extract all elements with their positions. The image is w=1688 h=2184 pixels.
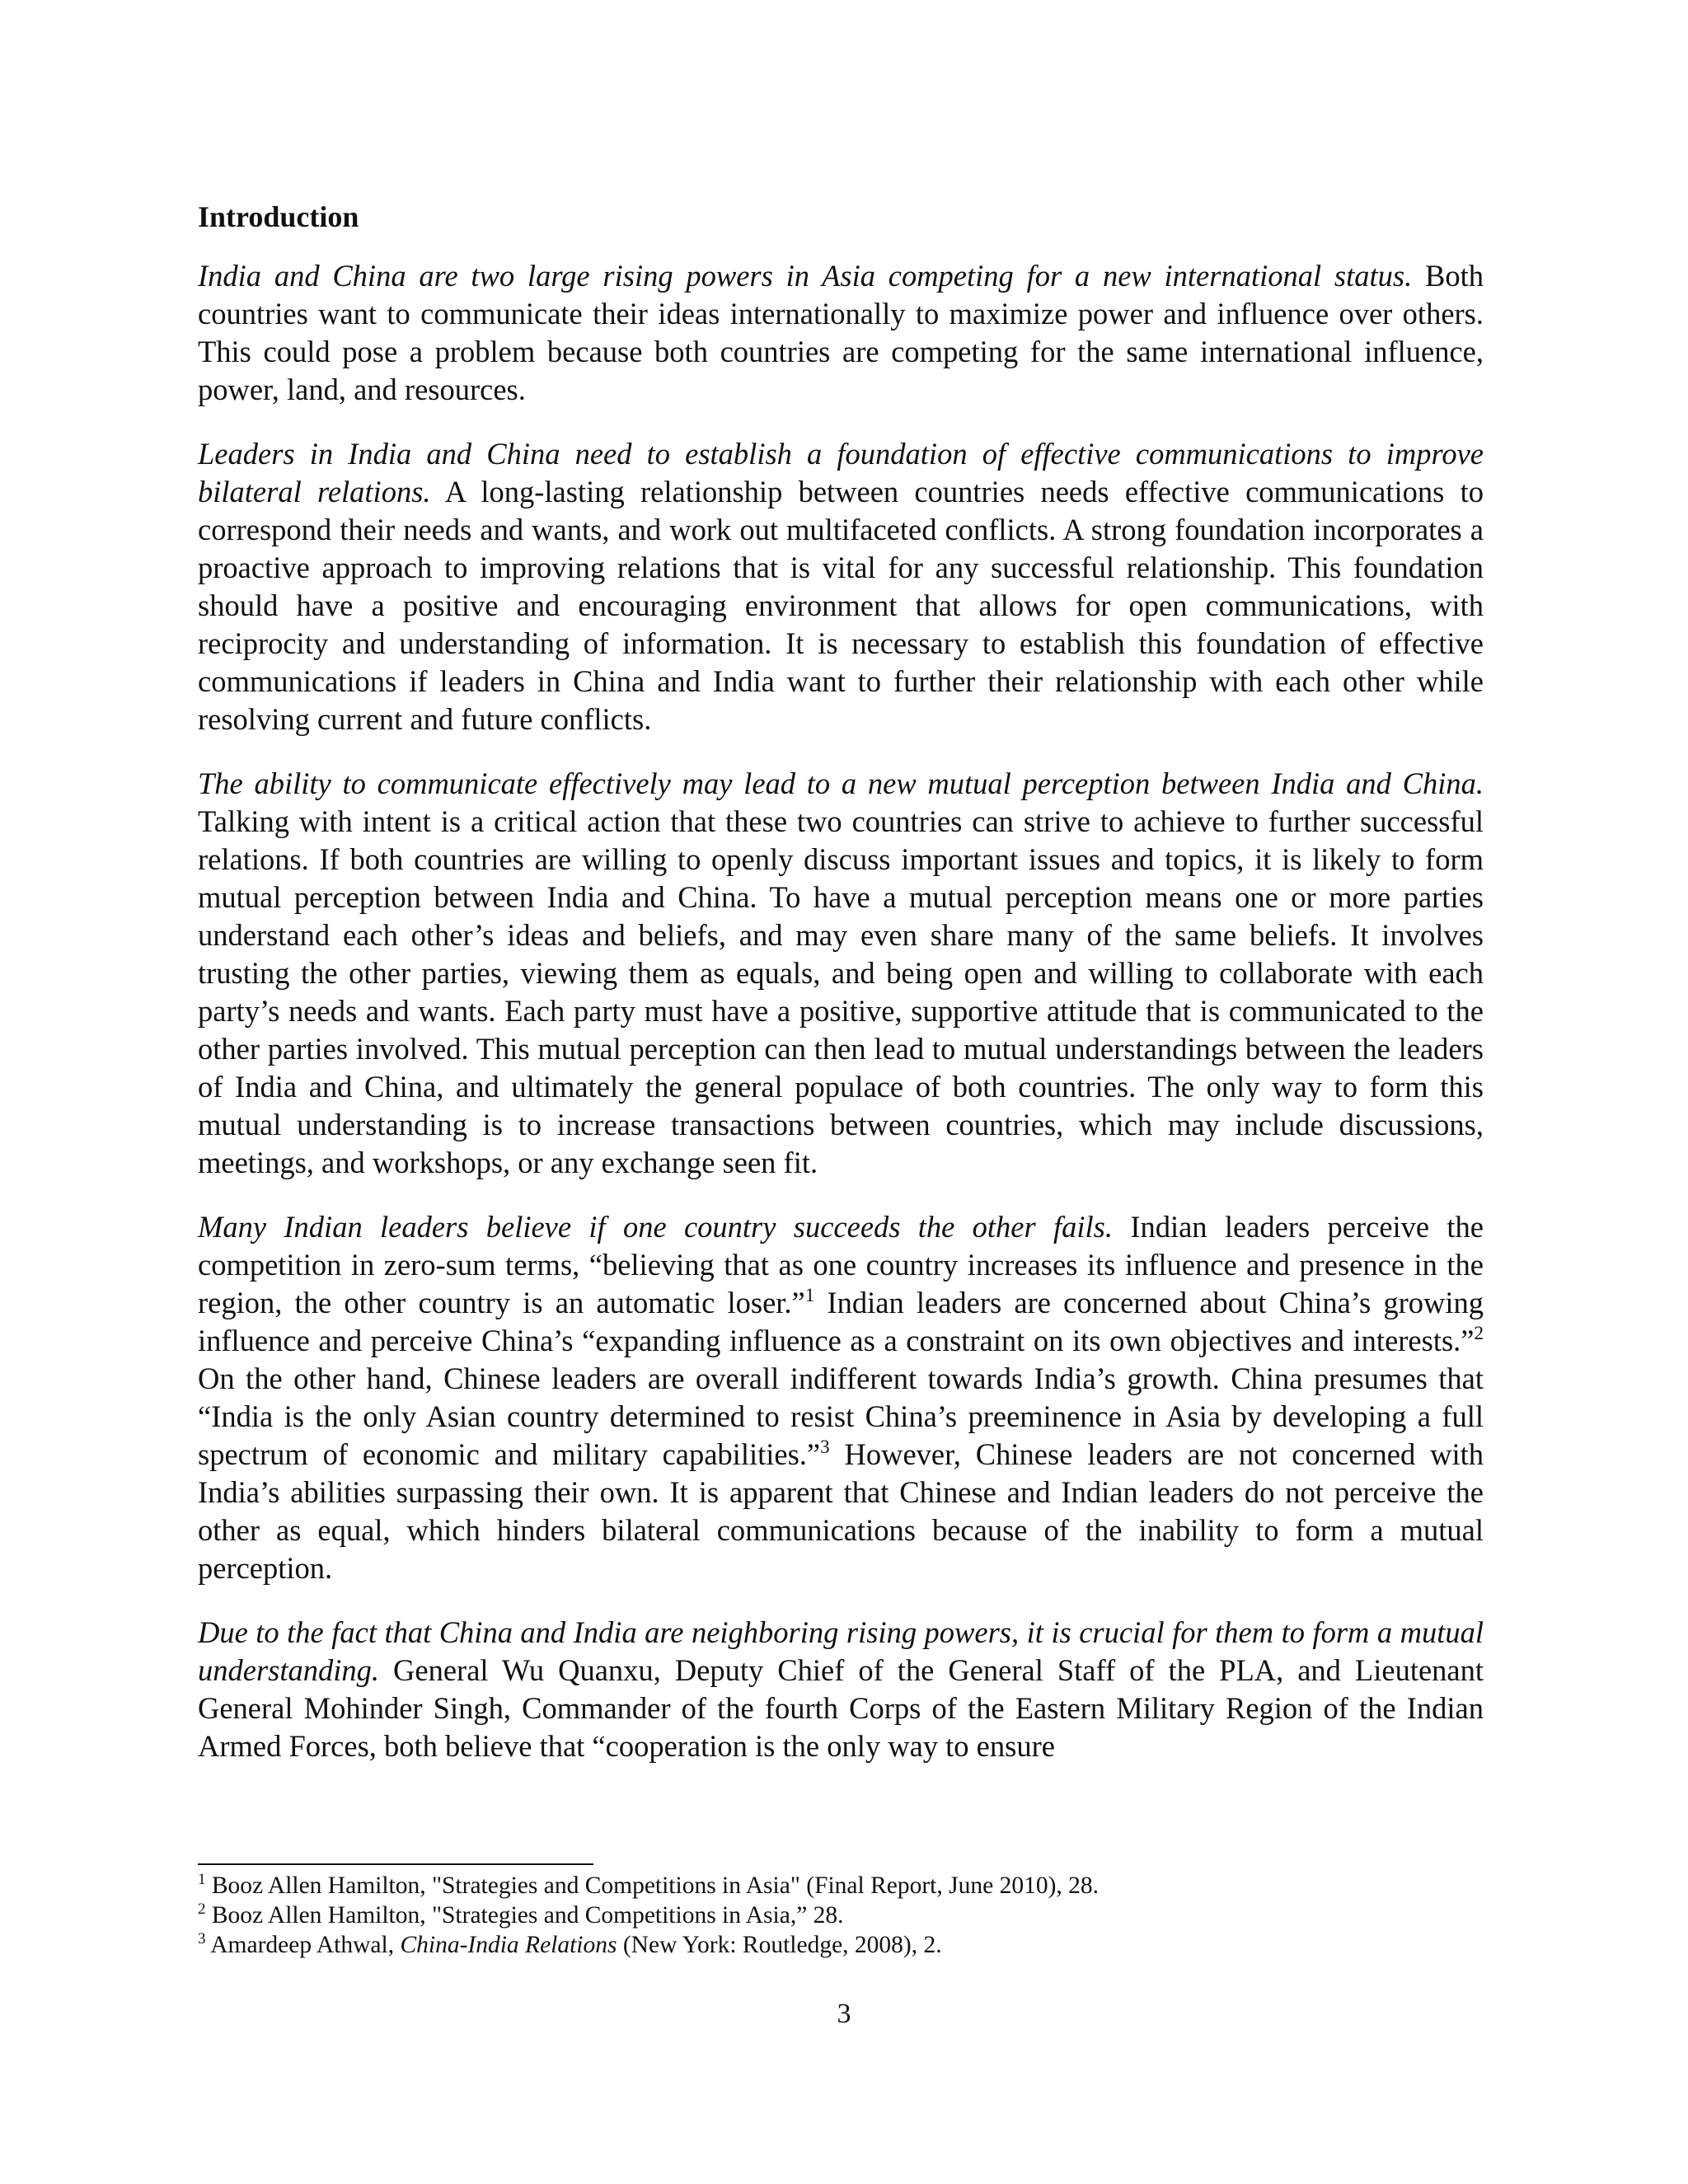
paragraph-text: Both countries want to communicate their ideas internationally to maximize power and influence over others. This could pose a problem because both countries are competing for the same international influence, power, land, and resources. xyxy=(198,259,1484,406)
paragraph-3 xyxy=(198,765,1484,1182)
footnote-ref-2[interactable]: 2 xyxy=(1474,1323,1484,1343)
footnotes xyxy=(198,1871,1484,1960)
paragraph-text: Indian leaders are concerned about China’s growing influence and perceive China’s “expanding influence as a constraint on its own objectives and interests.” xyxy=(198,1286,1484,1357)
footnote-2 xyxy=(198,1900,1484,1930)
paragraph-lead: The ability to communicate effectively may lead to a new mutual perception between India and China. xyxy=(198,766,1484,800)
footnote-3 xyxy=(198,1930,1484,1960)
footnote-text: Amardeep Athwal, xyxy=(205,1932,401,1958)
paragraph-text: General Wu Quanxu, Deputy Chief of the General Staff of the PLA, and Lieutenant General Mohinder Singh, Commander of the fourth Corps of the Eastern Military Region of the Indian Armed Forces, both believe that “cooperation is the only way to ensure xyxy=(198,1653,1484,1763)
paragraph-text: A long-lasting relationship between countries needs effective communications to correspond their needs and wants, and work out multifaceted conflicts. A strong foundation incorporates a proactive approach to improving relations that is vital for any successful relationship. This foundation should have a positive and encouraging environment that allows for open communications, with reciprocity and understanding of information. It is necessary to establish this foundation of effective communications if leaders in China and India want to further their relationship with each other while resolving current and future conflicts. xyxy=(198,475,1484,736)
paragraph-2 xyxy=(198,435,1484,738)
footnote-book-title: China-India Relations xyxy=(400,1932,617,1958)
paragraph-lead: Due to the fact that China and India are neighboring rising powers, it is crucial for them to form a mutual understanding. xyxy=(198,1615,1484,1687)
footnote-number: 2 xyxy=(198,1900,206,1918)
paragraph-4 xyxy=(198,1208,1484,1587)
paragraph-text: However, Chinese leaders are not concerned with India’s abilities surpassing their own. It is apparent that Chinese and Indian leaders do not perceive the other as equal, which hinders bilateral communications because of the inability to form a mutual perception. xyxy=(198,1437,1484,1585)
paragraph-lead: Many Indian leaders believe if one country succeeds the other fails. xyxy=(198,1210,1114,1244)
paragraph-5 xyxy=(198,1614,1484,1765)
paragraph-1 xyxy=(198,257,1484,409)
footnote-ref-1[interactable]: 1 xyxy=(804,1285,815,1305)
paragraph-text: Indian leaders perceive the competition in zero-sum terms, “believing that as one country increases its influence and presence in the region, the other country is an automatic loser.” xyxy=(198,1210,1484,1319)
paragraph-lead: Leaders in India and China need to establish a foundation of effective communications to improve bilateral relations. xyxy=(198,437,1484,509)
section-heading: Introduction xyxy=(198,200,359,233)
footnote-1 xyxy=(198,1871,1484,1900)
paragraph-text: Talking with intent is a critical action that these two countries can strive to achieve to further successful relations. If both countries are willing to openly discuss important issues and topics, it is likely to form mutual perception between India and China. To have a mutual perception means one or more parties understand each other’s ideas and beliefs, and may even share many of the same beliefs. It involves trusting the other parties, viewing them as equals, and being open and willing to collaborate with each party’s needs and wants. Each party must have a positive, supportive attitude that is communicated to the other parties involved. This mutual perception can then lead to mutual understandings between the leaders of India and China, and ultimately the general populace of both countries. The only way to form this mutual understanding is to increase transactions between countries, which may include discussions, meetings, and workshops, or any exchange seen fit. xyxy=(198,804,1484,1179)
footnote-number: 1 xyxy=(198,1871,206,1888)
body-content xyxy=(198,198,1484,1765)
footnote-text: Booz Allen Hamilton, "Strategies and Competitions in Asia" (Final Report, June 2010), 28. xyxy=(205,1872,1100,1899)
page-number: 3 xyxy=(837,1999,851,2029)
paragraph-text: On the other hand, Chinese leaders are overall indifferent towards India’s growth. China presumes that “India is the only Asian country determined to resist China’s preeminence in Asia by developing a full spectrum of economic and military capabilities.” xyxy=(198,1361,1484,1471)
footnote-text: Booz Allen Hamilton, "Strategies and Competitions in Asia,” 28. xyxy=(205,1902,844,1929)
footnote-number: 3 xyxy=(198,1930,206,1947)
footnote-text: (New York: Routledge, 2008), 2. xyxy=(617,1932,942,1958)
footnote-divider xyxy=(198,1863,593,1865)
paragraph-lead: India and China are two large rising powers in Asia competing for a new international status. xyxy=(198,259,1413,293)
footnote-ref-3[interactable]: 3 xyxy=(820,1436,830,1457)
